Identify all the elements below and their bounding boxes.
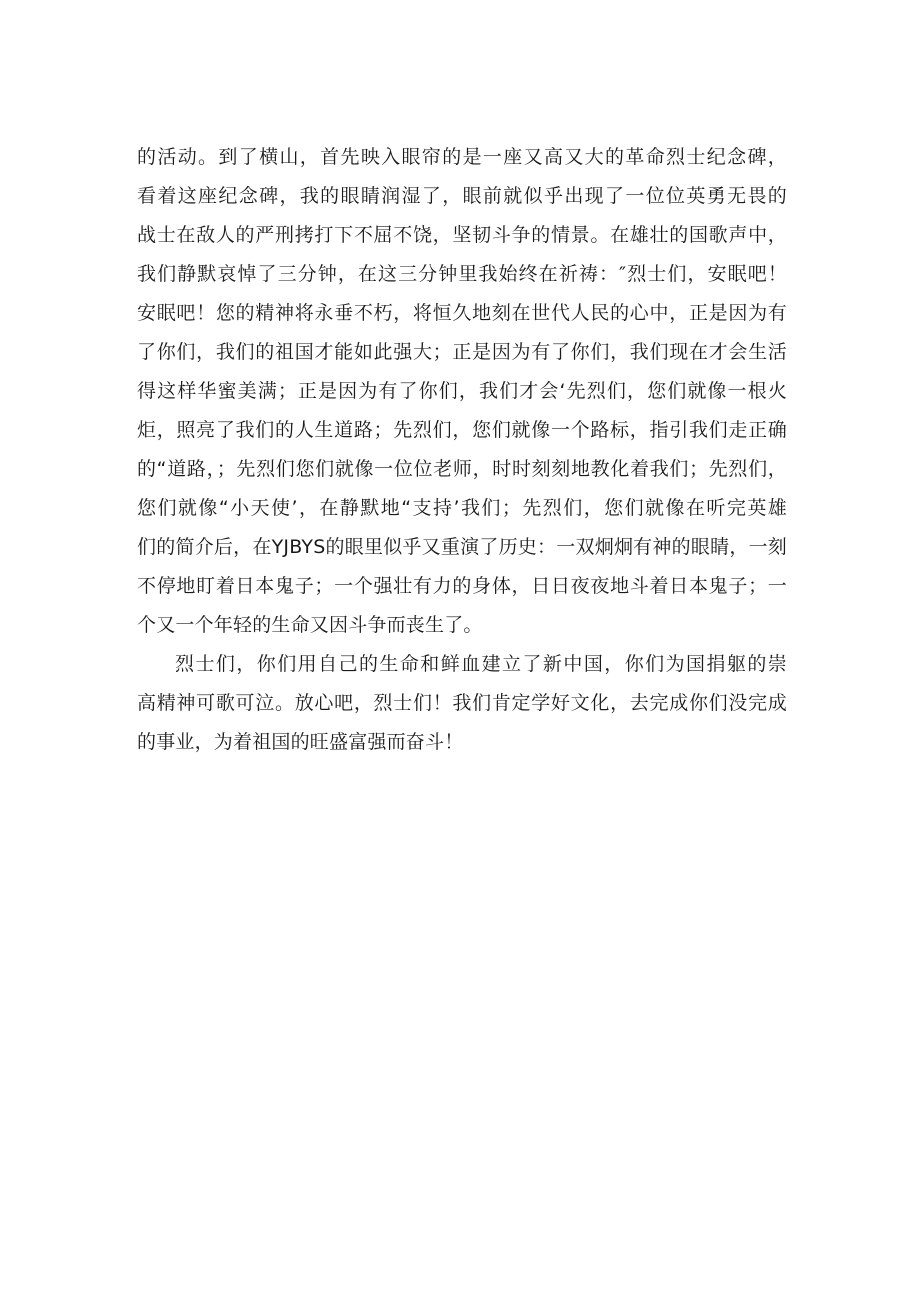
- document-body: [137, 138, 787, 762]
- text-line: 看着这座纪念碑，我的眼睛润湿了，眼前就似乎出现了一位位英勇无畏的: [137, 185, 787, 207]
- text-line: 我们静默哀悼了三分钟，在这三分钟里我始终在祈祷：″烈士们，安眠吧！: [137, 263, 787, 285]
- text-line: 的事业，为着祖国的旺盛富强而奋斗！: [137, 731, 464, 753]
- text-line: 个又一个年轻的生命又因斗争而丧生了。: [137, 614, 483, 636]
- text-line: 高精神可歌可泣。放心吧，烈士们！我们肯定学好文化，去完成你们没完成: [137, 692, 787, 714]
- text-line: 得这样华蜜美满；正是因为有了你们，我们才会‘先烈们，您们就像一根火: [137, 380, 787, 402]
- text-line: 安眠吧！您的精神将永垂不朽，将恒久地刻在世代人民的心中，正是因为有: [137, 302, 787, 324]
- text-line: 不停地盯着日本鬼子；一个强壮有力的身体，日日夜夜地斗着日本鬼子；一: [137, 575, 787, 597]
- paragraph-2: [137, 645, 787, 762]
- text-line: 的活动。到了横山，首先映入眼帘的是一座又高又大的革命烈士纪念碑，: [137, 146, 787, 168]
- text-line: 烈士们，你们用自己的生命和鲜血建立了新中国，你们为国捐躯的崇: [175, 653, 787, 675]
- text-line: 战士在敌人的严刑拷打下不屈不饶，坚韧斗争的情景。在雄壮的国歌声中，: [137, 224, 787, 246]
- text-line: 您们就像“小天使’，在静默地“支持’我们；先烈们，您们就像在听完英雄: [137, 497, 787, 519]
- text-line: 了你们，我们的祖国才能如此强大；正是因为有了你们，我们现在才会生活: [137, 341, 787, 363]
- text-line: 炬，照亮了我们的人生道路；先烈们，您们就像一个路标，指引我们走正确: [137, 419, 787, 441]
- paragraph-1: [137, 138, 787, 645]
- text-line: 们的简介后，在YJBYS的眼里似乎又重演了历史：一双炯炯有神的眼睛，一刻: [137, 536, 787, 558]
- text-line: 的“道路，；先烈们您们就像一位位老师，时时刻刻地教化着我们；先烈们，: [137, 458, 787, 480]
